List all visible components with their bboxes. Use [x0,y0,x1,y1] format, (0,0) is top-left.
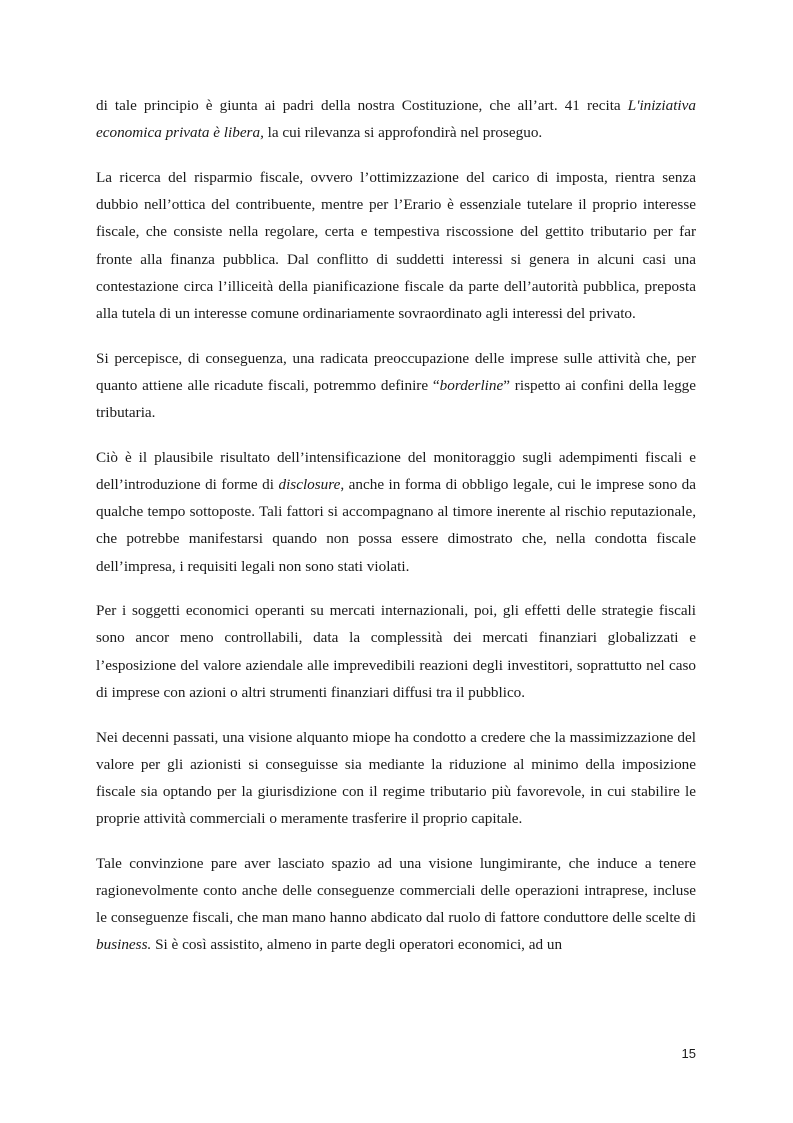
text-run: di tale principio è giunta ai padri della nostra Costituzione, che all’art. 41 recita [96,97,628,114]
paragraph-3 [96,345,696,427]
paragraph-6 [96,724,696,833]
paragraph-2 [96,164,696,327]
text-run: Nei decenni passati, una visione alquanto miope ha condotto a credere che la massimizzazione del valore per gli azionisti si conseguisse sia mediante la riduzione al minimo della imposizione fiscale sia optando per la giurisdizione con il regime tributario più favorevole, in cui stabilire le proprie attività commerciali o meramente trasferire il proprio capitale. [96,728,696,828]
text-run: Per i soggetti economici operanti su mercati internazionali, poi, gli effetti delle strategie fiscali sono ancor meno controllabili, data la complessità dei mercati finanziari globalizzati e l’esposizione del valore aziendale alle imprevedibili reazioni degli investitori, soprattutto nel caso di imprese con azioni o altri strumenti finanziari diffusi tra il pubblico. [96,602,696,701]
text-run: Tale convinzione pare aver lasciato spazio ad una visione lungimirante, che induce a tenere ragionevolmente conto anche delle conseguenze commerciali delle operazioni intraprese, incluse le conseguenze fiscali, che man mano hanno abdicato dal ruolo di fattore conduttore delle scelte di [96,854,696,927]
paragraph-1 [96,92,696,146]
text-run: Si percepisce, di conseguenza, una radicata preoccupazione delle imprese sulle attività che, per quanto attiene alle ricadute fiscali, potremmo definire “ [96,349,696,394]
text-run: la cui rilevanza si approfondirà nel proseguo. [263,124,543,142]
text-run: Si è così assistito, almeno in parte degli operatori economici, ad un [151,936,563,954]
text-run: ” rispetto ai confini della legge tributaria. [96,376,697,422]
text-run: , anche in forma di obbligo legale, cui le imprese sono da qualche tempo sottoposte. Tali fattori si accompagnano al timore inerente al rischio reputazionale, che potrebbe manifestarsi quando non possa essere dimostrato che, nella condotta fiscale dell’impresa, i requisiti legali non sono stati violati. [96,475,696,575]
text-run: Ciò è il plausibile risultato dell’intensificazione del monitoraggio sugli adempimenti fiscali e dell’introduzione di forme di [96,448,696,493]
italic-run: disclosure [278,475,341,493]
page-number: 15 [681,1046,696,1061]
italic-run: business. [96,936,152,954]
italic-run: L'iniziativa economica privata è libera, [96,97,696,142]
italic-run: borderline [439,376,504,394]
paragraph-5 [96,597,696,706]
paragraph-7 [96,850,696,959]
paragraph-4 [96,444,696,580]
body-text [96,92,696,976]
text-run: La ricerca del risparmio fiscale, ovvero l’ottimizzazione del carico di imposta, rientra senza dubbio nell’ottica del contribuente, mentre per l’Erario è essenziale tutelare il proprio interesse fiscale, che consiste nella regolare, certa e tempestiva riscossione del gettito tributario per far fronte alla finanza pubblica. Dal conflitto di suddetti interessi si genera in alcuni casi una contestazione circa l’illiceità della pianificazione fiscale da parte dell’autorità pubblica, preposta alla tutela di un interesse comune ordinariamente sovraordinato agli interessi del privato. [96,168,696,322]
